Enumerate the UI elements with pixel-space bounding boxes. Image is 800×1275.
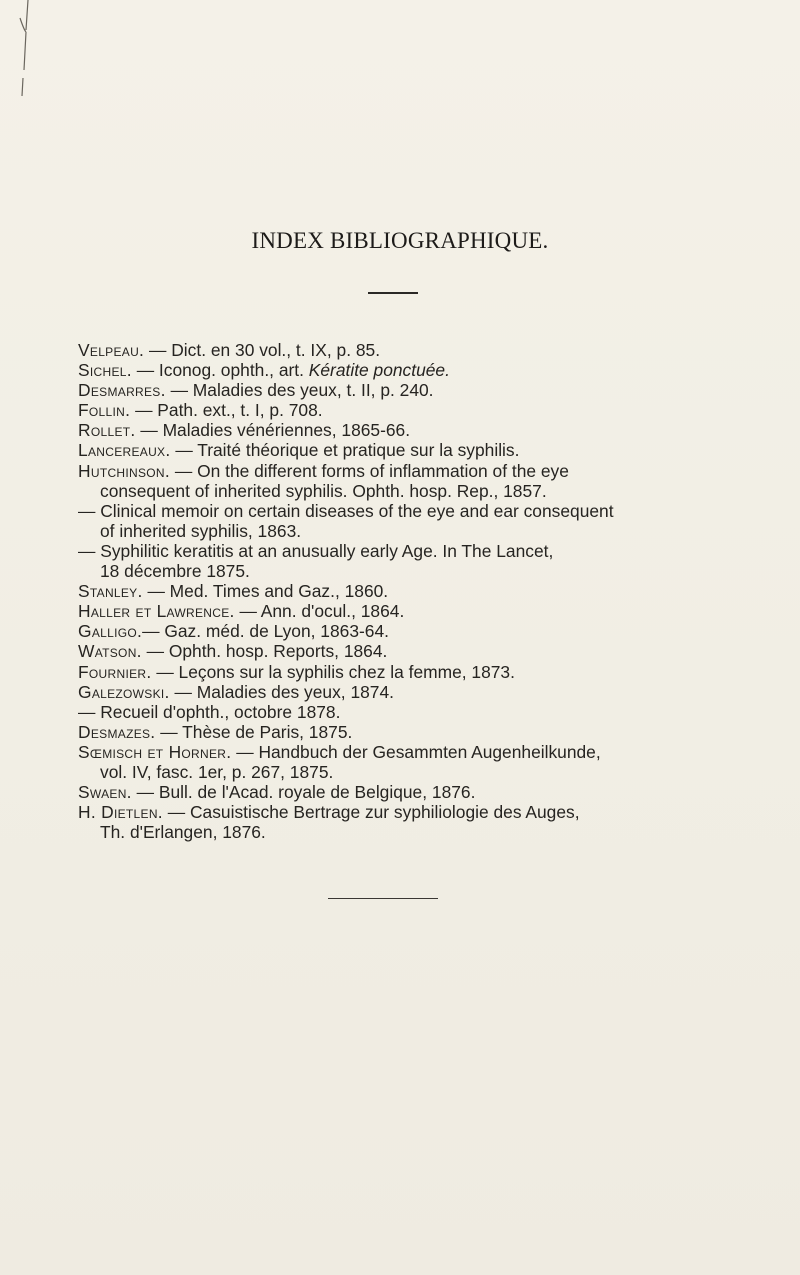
margin-pencil-mark [6,0,36,100]
entry-reference: — Traité théorique et pratique sur la syphilis. [170,440,520,461]
bibliography-entry [78,822,778,842]
title-divider [368,292,418,294]
bibliography-entry [78,782,778,802]
bibliography-entry [78,802,778,822]
entry-author: Rollet. [78,420,136,441]
bibliography-entry [78,400,778,420]
bibliography-entry [78,501,778,521]
entry-author: Follin. [78,400,131,421]
bibliography-entry [78,581,778,601]
bibliography-entry [78,742,778,762]
entry-reference: — Ann. d'ocul., 1864. [234,601,405,622]
entry-reference: — Gaz. méd. de Lyon, 1863-64. [142,621,389,642]
entry-author: Desmarres. [78,380,166,401]
entry-article-title: Kératite ponctuée. [308,360,450,381]
entry-reference: — Handbuch der Gesammten Augenheilkunde, [231,741,601,762]
bibliography-entry [78,662,778,682]
bibliography-entry [78,380,778,400]
entry-reference: — Iconog. ophth., art. [131,360,309,381]
entry-reference: vol. IV, fasc. 1er, p. 267, 1875. [100,761,334,782]
bibliography-entry [78,601,778,621]
entry-reference: — Casuistische Bertrage zur syphiliologie des Auges, [162,802,580,823]
entry-author: Lancereaux. [78,440,171,461]
bibliography-entry [78,762,778,782]
bibliography-entry [78,641,778,661]
bibliography-entry [78,521,778,541]
bibliography-list [78,340,778,842]
page-title: INDEX BIBLIOGRAPHIQUE. [251,228,549,253]
entry-reference: — Maladies des yeux, t. II, p. 240. [165,380,434,401]
bibliography-entry [78,541,778,561]
entry-author: Sichel. [78,360,132,381]
entry-reference: — Maladies des yeux, 1874. [169,681,394,702]
entry-author: Fournier. [78,661,152,682]
entry-reference: — On the different forms of inflammation of the eye [170,460,569,481]
entry-author: Stanley. [78,581,143,602]
bibliography-entry [78,481,778,501]
entry-author: Galezowski. [78,681,170,702]
bibliography-entry [78,340,778,360]
entry-reference: — Path. ext., t. I, p. 708. [130,400,323,421]
bibliography-entry [78,702,778,722]
entry-reference: — Bull. de l'Acad. royale de Belgique, 1876. [131,782,476,803]
bibliography-entry [78,360,778,380]
entry-reference: — Leçons sur la syphilis chez la femme, 1873. [151,661,515,682]
entry-reference: — Dict. en 30 vol., t. IX, p. 85. [144,340,381,360]
entry-reference: — Clinical memoir on certain diseases of the eye and ear consequent [78,500,614,521]
end-divider [328,898,438,899]
bibliography-entry [78,440,778,460]
entry-author: Sœmisch et Horner. [78,741,232,762]
entry-author: Swaen. [78,782,132,803]
bibliography-entry [78,722,778,742]
entry-reference: — Maladies vénériennes, 1865-66. [135,420,411,441]
entry-author: Haller et Lawrence. [78,601,235,622]
entry-author: H. Dietlen. [78,802,163,823]
entry-author: Hutchinson. [78,460,171,481]
bibliography-entry [78,621,778,641]
entry-reference: 18 décembre 1875. [100,561,250,582]
entry-reference: — Med. Times and Gaz., 1860. [142,581,389,602]
entry-reference: Th. d'Erlangen, 1876. [100,822,266,843]
bibliography-entry [78,561,778,581]
bibliography-entry [78,420,778,440]
entry-reference: — Thèse de Paris, 1875. [155,721,353,742]
entry-reference: — Ophth. hosp. Reports, 1864. [141,641,388,662]
bibliography-entry [78,461,778,481]
entry-author: Galligo. [78,621,143,642]
entry-reference: — Syphilitic keratitis at an anusually early Age. In The Lancet, [78,540,554,561]
entry-author: Watson. [78,641,142,662]
entry-reference: — Recueil d'ophth., octobre 1878. [78,701,341,722]
entry-reference: consequent of inherited syphilis. Ophth. hosp. Rep., 1857. [100,480,547,501]
entry-reference: of inherited syphilis, 1863. [100,520,302,541]
entry-author: Velpeau. [78,340,145,360]
entry-author: Desmazes. [78,721,156,742]
bibliography-entry [78,682,778,702]
